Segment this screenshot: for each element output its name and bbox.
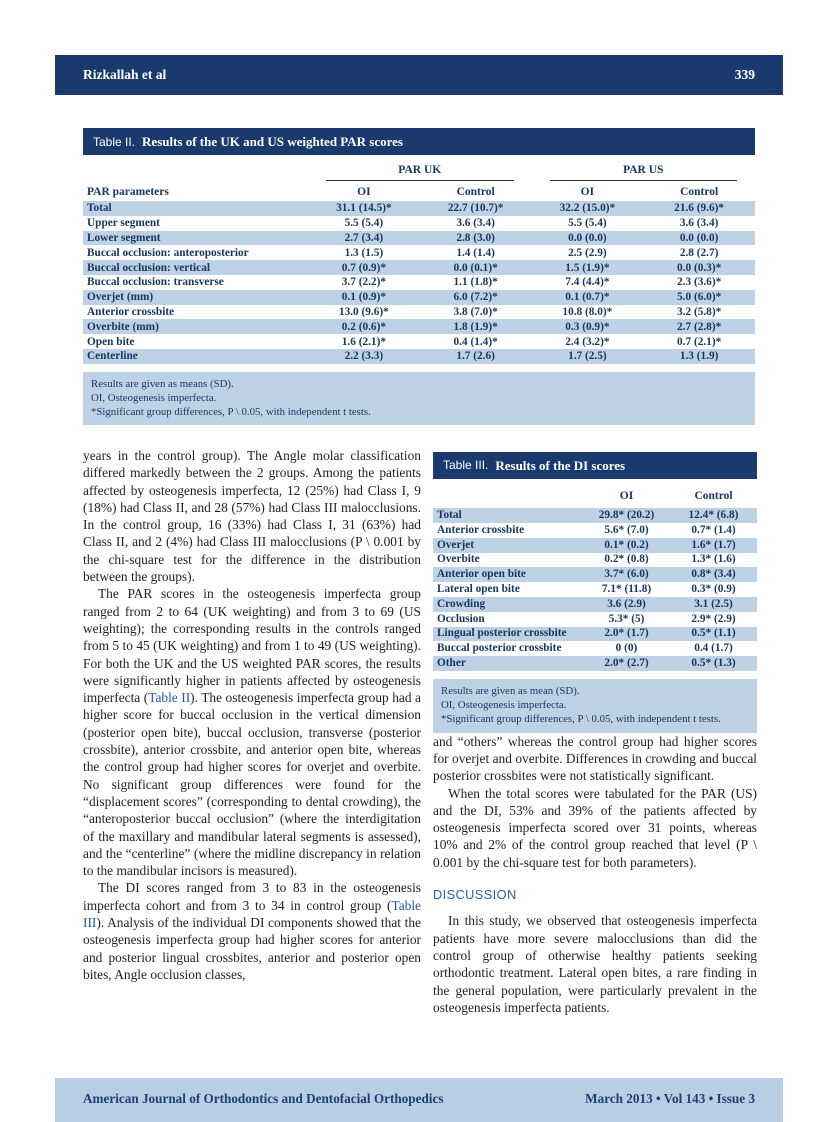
cell-value: 13.0 (9.6)* bbox=[338, 305, 389, 318]
row-label: Total bbox=[87, 202, 112, 215]
row-label: Overjet (mm) bbox=[87, 291, 154, 304]
cell-value: 0.7* (1.4) bbox=[691, 523, 736, 536]
table-3-column-header bbox=[433, 483, 757, 508]
row-label: Buccal posterior crossbite bbox=[437, 642, 562, 655]
running-head-authors: Rizkallah et al bbox=[83, 67, 167, 82]
cell-value: 1.1 (1.8)* bbox=[453, 276, 498, 289]
table-2-label: Table II. bbox=[93, 134, 136, 149]
cell-value: 2.7 (3.4) bbox=[344, 231, 384, 244]
page-number: 339 bbox=[734, 67, 755, 82]
row-label: Anterior open bite bbox=[437, 568, 526, 581]
cell-value: 0.5* (1.1) bbox=[691, 627, 736, 640]
cell-value: 2.0* (1.7) bbox=[604, 627, 649, 640]
table-3-footnotes bbox=[433, 679, 757, 733]
cell-value: 5.6* (7.0) bbox=[604, 523, 649, 536]
column-header: Control bbox=[694, 490, 733, 502]
cell-value: 1.6* (1.7) bbox=[691, 538, 736, 551]
table-row bbox=[83, 216, 755, 231]
cell-value: 1.3 (1.9) bbox=[679, 350, 719, 363]
cell-value: 2.8 (2.7) bbox=[679, 246, 719, 259]
cell-value: 31.1 (14.5)* bbox=[336, 202, 392, 215]
left-column bbox=[83, 447, 421, 983]
cell-value: 0.4 (1.4)* bbox=[453, 335, 498, 348]
cell-value: 0.4 (1.7) bbox=[694, 642, 733, 655]
cell-value: 2.2 (3.3) bbox=[344, 350, 384, 363]
cell-value: 7.1* (11.8) bbox=[601, 583, 652, 596]
table-2-group-header bbox=[83, 164, 755, 181]
cell-value: 29.8* (20.2) bbox=[598, 509, 655, 522]
cell-value: 0.1* (0.2) bbox=[604, 538, 649, 551]
row-label: Centerline bbox=[87, 350, 138, 363]
group-header-par-uk: PAR UK bbox=[326, 164, 514, 181]
cell-value: 1.4 (1.4) bbox=[456, 246, 495, 259]
cell-value: 12.4* (6.8) bbox=[688, 509, 739, 522]
table-row bbox=[83, 275, 755, 290]
row-label: Upper segment bbox=[87, 217, 160, 230]
table-row bbox=[83, 260, 755, 275]
table-2-caption: Results of the UK and US weighted PAR scores bbox=[142, 133, 403, 149]
table-row bbox=[83, 349, 755, 364]
table-row bbox=[433, 656, 757, 671]
table-row bbox=[83, 319, 755, 334]
cell-value: 2.7 (2.8)* bbox=[677, 320, 722, 333]
cell-value: 10.8 (8.0)* bbox=[562, 305, 613, 318]
table-2-body bbox=[83, 201, 755, 364]
table-row bbox=[83, 201, 755, 216]
paragraph-text: The DI scores ranged from 3 to 83 in the osteogenesis imperfecta cohort and from 3 to 34 in control group ( bbox=[83, 880, 421, 913]
paragraph-text: ). The osteogenesis imperfecta group had a higher score for buccal occlusion in the vertical dimension (posterior open bite), buccal occlusion, transverse (posterior crossbite), anterior crossbite, and anterior open bite, whereas the control group had higher scores for overjet and overbite. No significant group differences were found for the “displacement scores” (corresponding to dental crowding), the “anteroposterior buccal occlusion” (where the interdigitation of the maxillary and mandibular lateral segments is assessed), and the “centerline” (where the midline discrepancy in relation to the mandibular incisors is measured). bbox=[83, 690, 421, 879]
row-label: Overbite (mm) bbox=[87, 320, 159, 333]
paragraph bbox=[83, 879, 421, 983]
table-3-title-bar bbox=[433, 452, 757, 479]
footer-band bbox=[55, 1078, 783, 1122]
row-label: Occlusion bbox=[437, 612, 485, 625]
paragraph: and “others” whereas the control group had higher scores for overjet and overbite. Differences in crowding and buccal posterior crossbites were not statistically significant. bbox=[433, 733, 757, 784]
table-2-link[interactable]: Table II bbox=[148, 690, 191, 706]
cell-value: 1.6 (2.1)* bbox=[341, 335, 386, 348]
issue-info: March 2013 • Vol 143 • Issue 3 bbox=[585, 1091, 755, 1106]
table-2-title-bar bbox=[83, 128, 755, 155]
paragraph: When the total scores were tabulated for the PAR (US) and the DI, 53% and 39% of the patients affected by osteogenesis imperfecta scored over 31 points, whereas 10% and 2% of the control group reached that level (P \ 0.001 by the chi-square test for both parameters). bbox=[433, 785, 757, 870]
column-header: OI bbox=[619, 490, 634, 502]
cell-value: 3.6 (2.9) bbox=[607, 597, 646, 610]
cell-value: 1.7 (2.5) bbox=[568, 350, 607, 363]
cell-value: 0 (0) bbox=[615, 642, 638, 655]
table-2-footnotes bbox=[83, 372, 755, 426]
cell-value: 5.5 (5.4) bbox=[568, 217, 607, 230]
footnote: OI, Osteogenesis imperfecta. bbox=[441, 699, 567, 712]
paragraph-text: The PAR scores in the osteogenesis imperfecta group ranged from 2 to 64 (UK weighting) and from 3 to 69 (US weighting); the corresponding results in the controls ranged from 5 to 45 (UK weighting) and from 1 to 49 (US weighting). For both the UK and the US weighted PAR scores, the results were significantly higher in patients affected by osteogenesis imperfecta ( bbox=[83, 586, 421, 706]
cell-value: 0.2* (0.8) bbox=[604, 553, 649, 566]
cell-value: 3.6 (3.4) bbox=[679, 217, 719, 230]
cell-value: 32.2 (15.0)* bbox=[559, 202, 616, 215]
table-2 bbox=[83, 128, 755, 425]
footnote: Results are given as means (SD). bbox=[91, 377, 234, 390]
cell-value: 2.4 (3.2)* bbox=[565, 335, 610, 348]
cell-value: 0.0 (0.0) bbox=[568, 231, 607, 244]
cell-value: 2.9* (2.9) bbox=[691, 612, 736, 625]
table-3-caption: Results of the DI scores bbox=[495, 457, 626, 473]
cell-value: 3.8 (7.0)* bbox=[453, 305, 498, 318]
cell-value: 0.0 (0.0) bbox=[679, 231, 719, 244]
row-label: Other bbox=[437, 657, 466, 670]
cell-value: 0.3* (0.9) bbox=[691, 583, 736, 596]
row-label: Buccal occlusion: anteroposterior bbox=[87, 246, 249, 259]
cell-value: 5.5 (5.4) bbox=[344, 217, 384, 230]
row-label: Lateral open bite bbox=[437, 583, 520, 596]
cell-value: 2.3 (3.6)* bbox=[677, 276, 722, 289]
cell-value: 5.0 (6.0)* bbox=[677, 291, 722, 304]
footnote: *Significant group differences, P \ 0.05, with independent t tests. bbox=[91, 406, 371, 419]
cell-value: 2.0* (2.7) bbox=[604, 657, 649, 670]
table-row bbox=[83, 245, 755, 260]
cell-value: 0.2 (0.6)* bbox=[341, 320, 386, 333]
cell-value: 5.3* (5) bbox=[608, 612, 645, 625]
group-header-par-us: PAR US bbox=[550, 164, 738, 181]
column-header: OI bbox=[580, 186, 595, 198]
column-header: Control bbox=[456, 186, 495, 198]
cell-value: 3.6 (3.4) bbox=[456, 217, 495, 230]
column-header: Control bbox=[680, 186, 719, 198]
row-label: Anterior crossbite bbox=[437, 523, 525, 536]
row-label: Lingual posterior crossbite bbox=[437, 627, 567, 640]
cell-value: 0.7 (0.9)* bbox=[341, 261, 386, 274]
table-row bbox=[83, 290, 755, 305]
cell-value: 1.5 (1.9)* bbox=[565, 261, 610, 274]
cell-value: 1.7 (2.6) bbox=[456, 350, 495, 363]
cell-value: 21.6 (9.6)* bbox=[674, 202, 725, 215]
row-label: Total bbox=[437, 509, 462, 522]
row-label: Lower segment bbox=[87, 231, 161, 244]
paragraph bbox=[83, 585, 421, 879]
journal-name: American Journal of Orthodontics and Dentofacial Orthopedics bbox=[83, 1091, 444, 1106]
row-label: Open bite bbox=[87, 335, 135, 348]
footnote: *Significant group differences, P \ 0.05, with independent t tests. bbox=[441, 713, 721, 726]
cell-value: 0.5* (1.3) bbox=[691, 657, 736, 670]
table-3-body bbox=[433, 508, 757, 671]
table-2-column-header bbox=[83, 181, 755, 201]
right-column bbox=[433, 452, 757, 1016]
cell-value: 0.1 (0.7)* bbox=[565, 291, 610, 304]
cell-value: 1.3* (1.6) bbox=[691, 553, 736, 566]
paragraph-text: ). Analysis of the individual DI components showed that the osteogenesis imperfecta group had higher scores for anterior and posterior lingual crossbites, anterior and posterior open bites, Angle occlusion classes, bbox=[83, 915, 421, 982]
cell-value: 1.8 (1.9)* bbox=[453, 320, 498, 333]
cell-value: 0.0 (0.3)* bbox=[677, 261, 722, 274]
cell-value: 0.7 (2.1)* bbox=[677, 335, 722, 348]
table-3 bbox=[433, 452, 757, 733]
column-header: OI bbox=[357, 186, 371, 198]
paragraph: In this study, we observed that osteogenesis imperfecta patients have more severe malocclusions than did the control group of otherwise healthy patients seeking orthodontic treatment. Lateral open bites, a rare finding in the general population, were particularly prevalent in the osteogenesis imperfecta patients. bbox=[433, 913, 757, 1015]
row-label: Overbite bbox=[437, 553, 480, 566]
cell-value: 0.0 (0.1)* bbox=[453, 261, 498, 274]
cell-value: 3.7* (6.0) bbox=[604, 568, 649, 581]
table-row bbox=[83, 305, 755, 320]
cell-value: 6.0 (7.2)* bbox=[453, 291, 498, 304]
cell-value: 3.7 (2.2)* bbox=[341, 276, 386, 289]
discussion-heading: DISCUSSION bbox=[433, 887, 517, 903]
footnote: OI, Osteogenesis imperfecta. bbox=[91, 391, 217, 404]
cell-value: 0.3 (0.9)* bbox=[565, 320, 610, 333]
cell-value: 2.8 (3.0) bbox=[456, 231, 495, 244]
cell-value: 2.5 (2.9) bbox=[568, 246, 607, 259]
cell-value: 1.3 (1.5) bbox=[344, 246, 384, 259]
row-label: Crowding bbox=[437, 597, 486, 610]
column-header: PAR parameters bbox=[87, 186, 169, 198]
cell-value: 0.8* (3.4) bbox=[691, 568, 736, 581]
row-label: Anterior crossbite bbox=[87, 305, 175, 318]
cell-value: 0.1 (0.9)* bbox=[341, 291, 386, 304]
row-label: Buccal occlusion: vertical bbox=[87, 261, 210, 274]
row-label: Overjet bbox=[437, 538, 475, 551]
paragraph: years in the control group). The Angle molar classification differed markedly between the 2 groups. Among the patients affected by osteogenesis imperfecta, 12 (25%) had Class I, 9 (18%) had Class II, and 28 (57%) had Class III malocclusions. In the control group, 16 (33%) had Class I, 31 (63%) had Class II, and 2 (4%) had Class III malocclusions (P \ 0.001 by the chi-square test for the difference in the distribution between the groups). bbox=[83, 448, 421, 585]
table-3-link[interactable]: Table III bbox=[83, 897, 421, 931]
cell-value: 3.1 (2.5) bbox=[694, 597, 733, 610]
cell-value: 22.7 (10.7)* bbox=[447, 202, 504, 215]
group-header-spacer bbox=[83, 164, 308, 181]
footnote: Results are given as mean (SD). bbox=[441, 685, 580, 698]
table-3-label: Table III. bbox=[443, 457, 489, 472]
table-row bbox=[83, 231, 755, 246]
table-row bbox=[83, 334, 755, 349]
row-label: Buccal occlusion: transverse bbox=[87, 276, 224, 289]
running-head-band bbox=[55, 55, 783, 95]
cell-value: 3.2 (5.8)* bbox=[677, 305, 722, 318]
cell-value: 7.4 (4.4)* bbox=[565, 276, 610, 289]
